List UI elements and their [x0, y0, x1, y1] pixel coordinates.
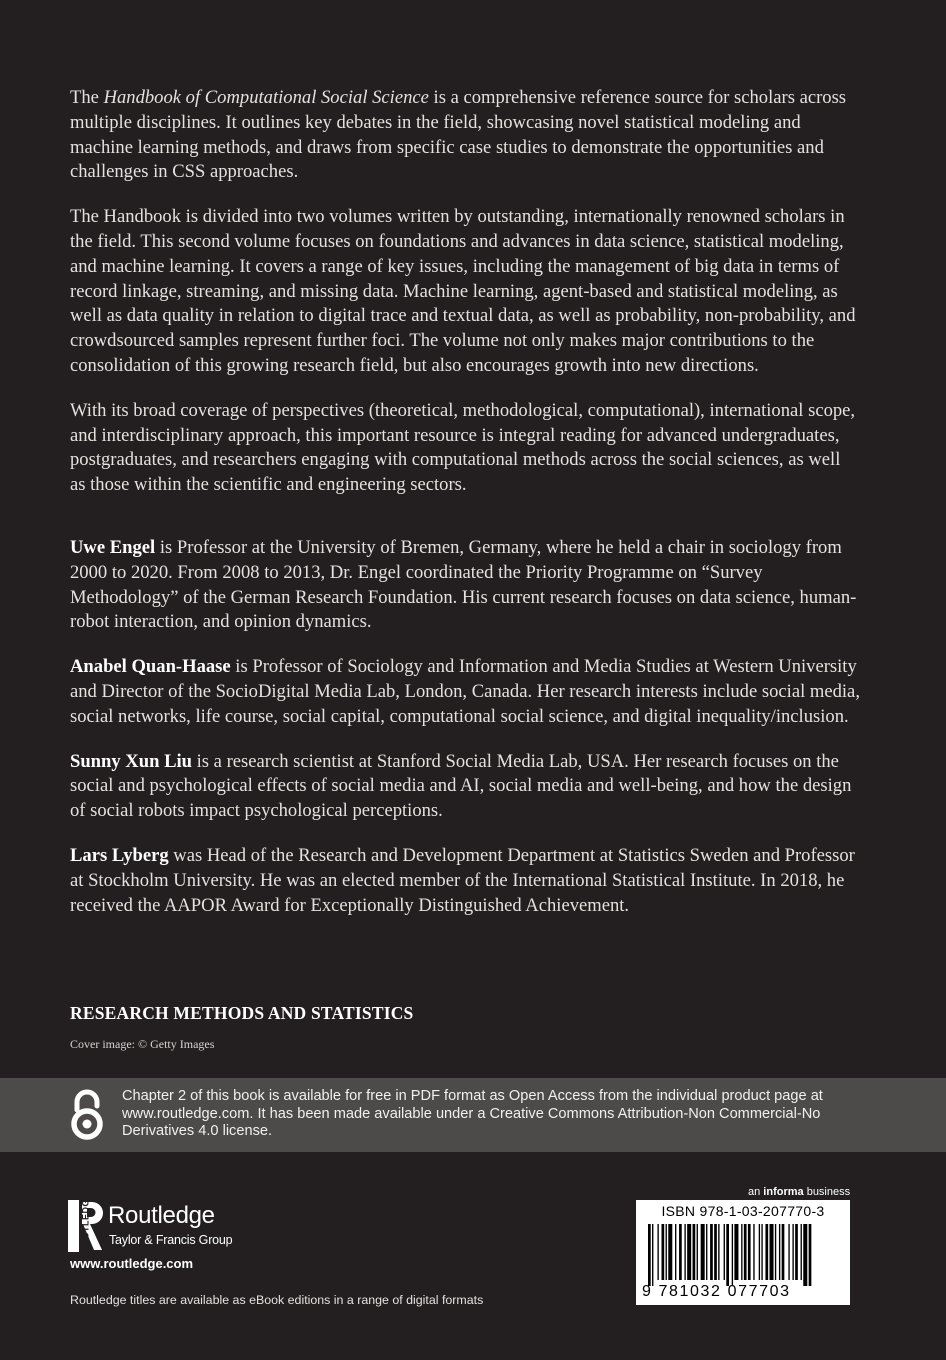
- barcode-bar: [748, 1224, 751, 1280]
- back-cover-text: [70, 86, 860, 938]
- barcode-bar: [662, 1224, 665, 1280]
- barcode-bar: [652, 1224, 653, 1286]
- barcode-bar: [803, 1224, 807, 1286]
- logo-vertical-text: ROUTLEDGE: [80, 1192, 91, 1254]
- publisher-website[interactable]: www.routledge.com: [70, 1256, 194, 1271]
- barcode-bar: [697, 1224, 698, 1280]
- barcode-bar: [792, 1224, 793, 1280]
- barcode-bar: [668, 1224, 672, 1280]
- isbn-digits: 9 781032 077703: [642, 1283, 791, 1300]
- publisher-group: Taylor & Francis Group: [109, 1233, 233, 1247]
- ebook-note: Routledge titles are available as eBook editions in a range of digital formats: [70, 1293, 484, 1307]
- barcode-bar: [724, 1224, 725, 1280]
- barcode-bar: [759, 1224, 760, 1280]
- barcode-bar: [770, 1224, 774, 1280]
- author-bio: Lars Lyberg was Head of the Research and Development Department at Statistics Sweden and Professor at Stockholm University. He was an elected member of the International Statistical Institute. In 2018, he received the AAPOR Award for Exceptionally Distinguished Achievement.: [70, 844, 855, 916]
- barcode-bar: [779, 1224, 780, 1280]
- barcode-bar: [687, 1224, 691, 1280]
- barcode-bar: [788, 1224, 789, 1280]
- open-access-band: [0, 1078, 946, 1152]
- author-name: Anabel Quan-Haase: [70, 656, 231, 678]
- barcode-bar: [648, 1224, 651, 1286]
- barcode-bar: [726, 1224, 729, 1286]
- barcode-bars: [648, 1224, 848, 1286]
- author-bio: Sunny Xun Liu is a research scientist at Stanford Social Media Lab, USA. Her research focuses on the social and psychological effects of social media and AI, social media and well-being, and how the design of social robots impact psychological perceptions.: [70, 750, 852, 822]
- barcode-bar: [782, 1224, 785, 1280]
- isbn-barcode: [636, 1200, 850, 1305]
- author-name: Uwe Engel: [70, 536, 156, 558]
- series-label: RESEARCH METHODS AND STATISTICS: [70, 1003, 414, 1023]
- barcode-bar: [714, 1224, 717, 1280]
- open-access-icon: [68, 1088, 106, 1142]
- barcode-bar: [734, 1224, 738, 1280]
- description-paragraph-2: The Handbook is divided into two volumes written by outstanding, internationally renowned scholars in the field. This second volume focuses on foundations and advances in data science, statistical modeling, and machine learning. It covers a range of key issues, including the management of big data in terms of record linkage, streaming, and missing data. Machine learning, agent-based and statistical modeling, as well as data quality in relation to digital trace and textual data, as well as probability, non-probability, and crowdsourced samples represent further foci. The volume not only makes major contributions to the consolidation of this growing research field, but also encourages growth into new directions.: [70, 206, 856, 376]
- author-bio: Uwe Engel is Professor at the University of Bremen, Germany, where he held a chair in sociology from 2000 to 2020. From 2008 to 2013, Dr. Engel coordinated the Priority Programme on “Survey Methodology” of the German Research Foundation. His current research focuses on data science, human-robot interaction, and opinion dynamics.: [70, 536, 857, 633]
- barcode-bar: [684, 1224, 685, 1280]
- barcode-bar: [666, 1224, 667, 1280]
- barcode-bar: [701, 1224, 705, 1280]
- barcode-bar: [765, 1224, 768, 1280]
- description-paragraph-3: With its broad coverage of perspectives (theoretical, methodological, computational), international scope, and interdisciplinary approach, this important resource is integral reading for advanced undergraduates, postgraduates, and researchers engaging with computational methods across the social sciences, as well as those within the scientific and engineering sectors.: [70, 399, 856, 496]
- barcode-bar: [741, 1224, 742, 1280]
- barcode-bar: [744, 1224, 747, 1280]
- author-name: Lars Lyberg: [70, 844, 169, 866]
- description-paragraph-1: The Handbook of Computational Social Science is a comprehensive reference source for scholars across multiple disciplines. It outlines key debates in the field, showcasing novel statistical modeling and machine learning methods, and draws from specific case studies to demonstrate the opportunities and challenges in CSS approaches.: [70, 87, 847, 183]
- publisher-name: Routledge: [108, 1202, 215, 1229]
- barcode-bar: [809, 1224, 812, 1286]
- barcode-bar: [718, 1224, 719, 1280]
- barcode-bar: [753, 1224, 754, 1280]
- barcode-bar: [675, 1224, 676, 1280]
- barcode-bar: [795, 1224, 798, 1280]
- book-title: Handbook of Computational Social Science: [103, 87, 429, 108]
- barcode-bar: [775, 1224, 776, 1280]
- barcode-bar: [679, 1224, 682, 1280]
- barcode-bar: [732, 1224, 733, 1286]
- barcode-bar: [710, 1224, 713, 1280]
- barcode-bar: [657, 1224, 658, 1280]
- barcode-bar: [706, 1224, 707, 1280]
- cover-credit: Cover image: © Getty Images: [70, 1037, 215, 1051]
- barcode-bar: [761, 1224, 762, 1280]
- barcode-bar: [693, 1224, 696, 1280]
- isbn-label: ISBN 978-1-03-207770-3: [661, 1203, 825, 1219]
- author-bio: Anabel Quan-Haase is Professor of Sociology and Information and Media Studies at Western University and Director of the SocioDigital Media Lab, London, Canada. Her research interests include social media, social networks, life course, social capital, computational social science, and digital inequality/inclusion.: [70, 656, 860, 727]
- author-name: Sunny Xun Liu: [70, 750, 192, 772]
- informa-business: an informa business: [748, 1186, 851, 1198]
- barcode-bar: [801, 1224, 802, 1280]
- informa-brand: informa: [763, 1186, 804, 1198]
- routledge-logo: [68, 1192, 268, 1254]
- open-access-notice: Chapter 2 of this book is available for free in PDF format as Open Access from the individual product page at www.routledge.com. It has been made available under a Creative Commons Attribution-Non Commercial-No Derivatives 4.0 license.: [122, 1088, 823, 1140]
